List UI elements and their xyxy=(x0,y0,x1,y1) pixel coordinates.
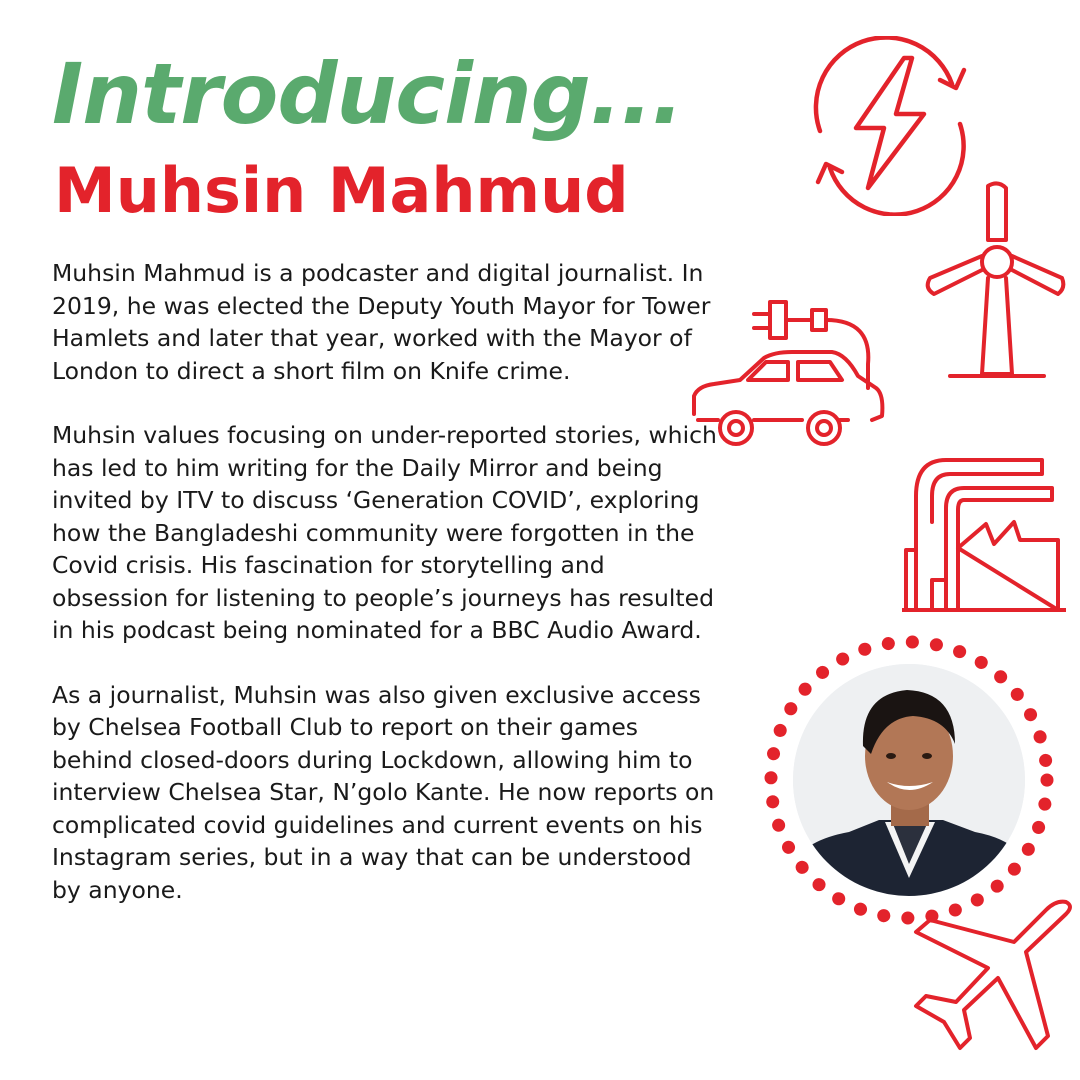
portrait-frame xyxy=(758,632,1060,934)
bio-paragraph-3: As a journalist, Muhsin was also given exclusive access by Chelsea Football Club to report on their games behind closed-doors during Lockdown, allowing him to interview Chelsea Star, N’golo Kante. He now reports on complicated covid guidelines and current events on his Instagram series, but in a way that can be understood by anyone. xyxy=(52,680,715,904)
electric-car-icon xyxy=(684,292,890,454)
airplane-icon xyxy=(896,898,1080,1080)
bio-text xyxy=(52,257,720,938)
factory-icon xyxy=(902,452,1066,618)
bio-paragraph-1: Muhsin Mahmud is a podcaster and digital journalist. In 2019, he was elected the Deputy Youth Mayor for Tower Hamlets and later that year, worked with the Mayor of London to direct a short film on Knife crime. xyxy=(52,259,711,385)
bio-paragraph-2: Muhsin values focusing on under-reported stories, which has led to him writing for the Daily Mirror and being invited by ITV to discuss ‘Generation COVID’, exploring how the Bangladeshi community were forgotten in the Covid crisis. His fascination for storytelling and obsession for listening to people’s journeys has resulted in his podcast being nominated for a BBC Audio Award. xyxy=(52,421,717,644)
person-name: Muhsin Mahmud xyxy=(54,154,629,227)
heading-introducing: Introducing... xyxy=(52,45,683,143)
portrait-photo xyxy=(793,664,1025,896)
wind-turbine-icon xyxy=(920,178,1070,383)
